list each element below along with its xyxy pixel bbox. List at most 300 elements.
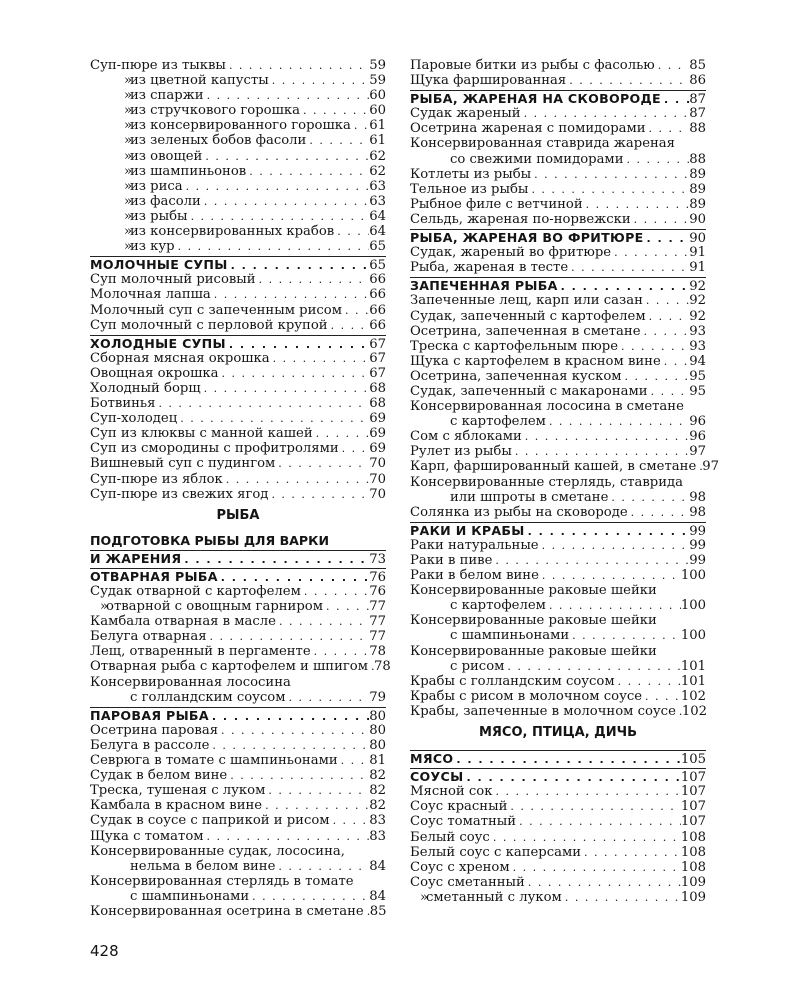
toc-entry[interactable] [410, 704, 706, 719]
dot-leader [204, 88, 370, 103]
toc-section-heading[interactable] [410, 769, 706, 784]
toc-entry-title: Треска с картофельным пюре [410, 338, 619, 354]
toc-entry[interactable] [90, 629, 386, 644]
toc-entry[interactable] [410, 106, 706, 121]
dot-leader [510, 860, 681, 875]
toc-entry[interactable] [410, 875, 706, 890]
toc-entry[interactable] [410, 568, 706, 583]
toc-entry[interactable] [90, 738, 386, 753]
toc-entry-title: Рыбное филе с ветчиной [410, 196, 583, 212]
toc-entry-text: Консервированная ставрида жареная [410, 136, 675, 152]
toc-entry[interactable] [410, 414, 706, 429]
dot-leader [562, 890, 681, 905]
toc-entry[interactable] [90, 287, 386, 302]
dot-leader [351, 118, 369, 133]
ditto-mark: » [124, 88, 133, 104]
toc-page-number: 62 [369, 163, 386, 179]
toc-entry-title: Соус красный [410, 799, 508, 815]
toc-section-heading[interactable] [410, 278, 706, 293]
ditto-mark: » [124, 133, 133, 149]
dot-leader [226, 337, 369, 352]
toc-section-heading[interactable] [410, 523, 706, 538]
dot-leader [256, 272, 370, 287]
dot-leader [521, 106, 690, 121]
toc-page-number: 64 [369, 224, 386, 240]
dot-leader [531, 167, 689, 182]
toc-entry[interactable] [410, 830, 706, 845]
toc-entry[interactable] [90, 487, 386, 502]
toc-page-number: 99 [689, 523, 706, 539]
toc-entry-title: из овощей [130, 148, 203, 164]
toc-entry[interactable] [410, 324, 706, 339]
toc-page-number: 101 [680, 658, 706, 674]
toc-entry[interactable] [90, 58, 386, 73]
toc-entry-title: Сом с яблоками [410, 429, 522, 445]
dot-leader [306, 133, 369, 148]
toc-page-number: 87 [689, 92, 706, 108]
toc-entry[interactable] [410, 814, 706, 829]
toc-entry[interactable] [410, 538, 706, 553]
toc-entry-title: из кур [130, 239, 175, 255]
dot-leader [569, 628, 681, 643]
dot-leader [268, 487, 369, 502]
toc-entry[interactable] [90, 381, 386, 396]
toc-page-number: 69 [369, 441, 386, 457]
toc-entry[interactable] [410, 167, 706, 182]
toc-section-heading[interactable] [90, 708, 386, 723]
toc-page-number: 92 [689, 279, 706, 295]
toc-entry-title: Судак, запеченный с макаронами [410, 383, 648, 399]
toc-entry[interactable] [410, 197, 706, 212]
toc-page-number: 97 [702, 459, 720, 475]
toc-entry[interactable] [410, 384, 706, 399]
toc-entry[interactable] [410, 260, 706, 275]
toc-page-number: 64 [369, 208, 386, 224]
toc-entry-text: ПОДГОТОВКА РЫБЫ ДЛЯ ВАРКИ [90, 532, 329, 548]
toc-entry-title: нельма в белом вине [130, 858, 276, 874]
toc-entry-title: ЗАПЕЧЕННАЯ РЫБА [410, 278, 558, 294]
toc-page-number: 66 [369, 317, 386, 333]
toc-entry[interactable] [90, 723, 386, 738]
toc-page-number: 67 [369, 365, 386, 381]
ditto-mark: » [100, 599, 109, 615]
section-title: РЫБА [216, 507, 260, 523]
toc-entry-title: Суп-пюре из свежих ягод [90, 486, 269, 502]
toc-entry[interactable] [90, 426, 386, 441]
toc-page-number: 82 [369, 768, 386, 784]
dot-leader [546, 598, 681, 613]
toc-entry[interactable] [410, 553, 706, 568]
toc-page-number: 66 [369, 287, 386, 303]
toc-page-number: 61 [369, 118, 386, 134]
toc-entry-title: Белуга в рассоле [90, 737, 210, 753]
toc-entry-title: Осетрина жареная с помидорами [410, 121, 646, 137]
toc-page-number: 90 [689, 211, 706, 227]
toc-page-number: 109 [680, 874, 706, 890]
toc-entry[interactable] [410, 598, 706, 613]
toc-page-number: 89 [689, 181, 706, 197]
dot-leader [286, 690, 370, 705]
toc-entry[interactable] [410, 490, 706, 505]
toc-entry[interactable] [90, 103, 386, 118]
toc-entry[interactable] [90, 303, 386, 318]
toc-page-number: 93 [689, 323, 706, 339]
dot-leader [566, 73, 689, 88]
toc-page-number: 78 [373, 659, 391, 675]
toc-page-number: 89 [689, 166, 706, 182]
toc-page-number: 92 [689, 293, 706, 309]
dot-leader [276, 614, 369, 629]
toc-entry-title: МОЛОЧНЫЕ СУПЫ [90, 257, 228, 273]
toc-page-number: 93 [689, 338, 706, 354]
dot-leader [265, 783, 369, 798]
toc-page-number: 88 [689, 151, 706, 167]
toc-entry-title: Раки в белом вине [410, 568, 539, 584]
toc-entry-title: Белуга отварная [90, 629, 207, 645]
toc-entry[interactable] [90, 798, 386, 813]
dot-leader [631, 212, 690, 227]
toc-page-number: 98 [689, 489, 706, 505]
toc-entry[interactable] [90, 753, 386, 768]
dot-leader [608, 490, 689, 505]
toc-entry[interactable] [90, 396, 386, 411]
dot-leader [275, 859, 369, 874]
toc-entry-title: Белый соус с каперсами [410, 844, 582, 860]
toc-entry-title: из стручкового горошка [130, 103, 300, 119]
toc-page-number: 68 [369, 380, 386, 396]
toc-page-number: 69 [369, 411, 386, 427]
toc-entry-title: Крабы с голландским соусом [410, 673, 615, 689]
toc-entry[interactable] [90, 659, 391, 675]
toc-section-heading[interactable] [410, 751, 706, 766]
toc-entry-title: Солянка из рыбы на сковороде [410, 504, 628, 520]
toc-entry-title: Крабы, запеченные в молочном соусе [410, 703, 676, 719]
toc-page-number: 61 [369, 133, 386, 149]
toc-entry[interactable] [90, 584, 386, 599]
toc-entry[interactable] [90, 441, 386, 456]
toc-page-number: 66 [369, 302, 386, 318]
toc-entry-title: Карп, фаршированный кашей, в сметане [410, 459, 697, 475]
dot-leader [583, 197, 690, 212]
toc-entry-title: из шампиньонов [130, 163, 247, 179]
toc-entry-title: Сельдь, жареная по-норвежски [410, 211, 631, 227]
toc-entry[interactable] [90, 889, 386, 904]
dot-leader [646, 121, 690, 136]
toc-entry[interactable] [90, 224, 386, 239]
toc-entry-title: ОТВАРНАЯ РЫБА [90, 568, 218, 584]
toc-page-number: 84 [369, 858, 386, 874]
toc-entry[interactable] [90, 209, 386, 224]
toc-entry[interactable] [410, 293, 706, 308]
toc-entry-title: из зеленых бобов фасоли [130, 133, 307, 149]
dot-leader [646, 309, 690, 324]
toc-page-number: 107 [680, 784, 706, 800]
toc-page-number: 107 [680, 814, 706, 830]
toc-entry[interactable] [90, 164, 386, 179]
toc-entry[interactable] [90, 644, 386, 659]
toc-entry[interactable] [90, 73, 386, 88]
dot-leader [330, 813, 370, 828]
dot-leader [249, 889, 369, 904]
toc-entry[interactable] [410, 459, 720, 475]
toc-entry[interactable] [410, 369, 706, 384]
toc-page-number: 70 [369, 486, 386, 502]
toc-page-number: 83 [369, 828, 386, 844]
ditto-mark: » [124, 103, 133, 119]
dot-leader [507, 799, 680, 814]
toc-entry[interactable] [410, 212, 706, 227]
toc-section-heading[interactable] [90, 569, 386, 584]
dot-leader [311, 644, 370, 659]
toc-entry[interactable] [410, 860, 706, 875]
dot-leader [218, 723, 369, 738]
toc-page-number: 79 [369, 689, 386, 705]
dot-leader [661, 92, 689, 107]
ditto-mark: » [124, 208, 133, 224]
toc-entry[interactable] [90, 783, 386, 798]
toc-page-number: 105 [680, 752, 706, 768]
toc-page-number: 96 [689, 414, 706, 430]
toc-entry[interactable] [410, 152, 706, 167]
dot-leader [643, 293, 689, 308]
toc-page-number: 81 [369, 753, 386, 769]
dot-leader [522, 429, 689, 444]
toc-entry[interactable] [90, 118, 386, 133]
toc-entry[interactable] [410, 784, 706, 799]
toc-entry-title: Отварная рыба с картофелем и шпигом [90, 659, 368, 675]
dot-leader [339, 441, 370, 456]
dot-leader [218, 570, 369, 585]
dot-leader [490, 830, 681, 845]
toc-entry[interactable] [90, 318, 386, 333]
toc-entry[interactable] [90, 472, 386, 487]
toc-entry[interactable] [90, 179, 386, 194]
dot-leader [342, 303, 369, 318]
ditto-mark: » [124, 73, 133, 89]
toc-entry-title: Камбала в красном вине [90, 798, 263, 814]
toc-entry-title: Паровые битки из рыбы с фасолью [410, 58, 655, 73]
toc-page-number: 84 [369, 888, 386, 904]
toc-entry-title: ПАРОВАЯ РЫБА [90, 707, 209, 723]
toc-entry[interactable] [90, 411, 386, 426]
ditto-mark: » [420, 889, 429, 905]
dot-leader [648, 384, 690, 399]
toc-entry[interactable] [90, 599, 386, 614]
toc-entry-title: Осетрина, запеченная куском [410, 368, 622, 384]
toc-entry[interactable] [90, 133, 386, 148]
dot-leader [275, 456, 369, 471]
toc-section-heading[interactable] [410, 91, 706, 106]
toc-page-number: 96 [689, 429, 706, 445]
dot-leader [226, 58, 369, 73]
dot-leader [546, 414, 689, 429]
dot-leader [525, 875, 681, 890]
toc-entry[interactable] [410, 505, 706, 520]
toc-page-number: 107 [680, 799, 706, 815]
toc-entry[interactable] [410, 309, 706, 324]
toc-entry-title: с голландским соусом [130, 689, 286, 705]
toc-right-column [410, 58, 720, 905]
toc-entry-title: Молочный суп с запеченным рисом [90, 302, 342, 318]
toc-page-number: 100 [680, 568, 706, 584]
toc-entry-text: Консервированные раковые шейки [410, 613, 657, 629]
dot-leader [528, 182, 689, 197]
dot-leader [463, 770, 680, 785]
toc-page-number: 76 [369, 584, 386, 599]
dot-leader [207, 629, 370, 644]
toc-page-number: 92 [689, 308, 706, 324]
toc-page-number: 60 [369, 88, 386, 104]
toc-entry[interactable] [90, 813, 386, 828]
toc-entry[interactable] [90, 859, 386, 874]
toc-page-number: 68 [369, 396, 386, 412]
toc-entry-title: из цветной капусты [130, 73, 269, 89]
toc-entry-title: Ботвинья [90, 396, 156, 412]
toc-entry-title: Щука с томатом [90, 828, 204, 844]
toc-entry-text: Консервированные раковые шейки [410, 583, 657, 599]
toc-entry-title: Раки натуральные [410, 537, 539, 553]
toc-entry[interactable] [410, 121, 706, 136]
toc-section-heading[interactable] [410, 230, 706, 245]
toc-entry-title: Рулет из рыбы [410, 444, 512, 460]
toc-entry-text: Консервированная стерлядь в томате [90, 873, 354, 889]
toc-entry[interactable] [90, 351, 386, 366]
dot-leader [228, 258, 370, 273]
toc-page-number: 85 [369, 903, 387, 919]
toc-entry[interactable] [90, 239, 386, 254]
toc-page-number: 77 [369, 629, 386, 645]
toc-page-number: 67 [369, 350, 386, 366]
toc-page-number: 89 [689, 196, 706, 212]
toc-entry-title: из риса [130, 178, 183, 194]
dot-leader [188, 209, 370, 224]
toc-section-heading[interactable] [90, 551, 386, 566]
toc-entry-title: из спаржи [130, 88, 204, 104]
toc-page-number: 107 [680, 770, 706, 786]
dot-leader [493, 784, 681, 799]
dot-leader [183, 179, 370, 194]
toc-entry[interactable] [410, 674, 706, 689]
dot-leader [328, 318, 370, 333]
toc-entry-title: из рыбы [130, 208, 188, 224]
toc-entry[interactable] [90, 904, 386, 919]
dot-leader [641, 324, 690, 339]
toc-entry-title: Судак отварной с картофелем [90, 584, 301, 599]
toc-page-number: 91 [689, 260, 706, 276]
toc-entry[interactable] [410, 58, 706, 73]
dot-leader [558, 279, 690, 294]
dot-leader [661, 354, 689, 369]
toc-entry-title: Белый соус [410, 829, 490, 845]
toc-entry[interactable] [410, 339, 706, 354]
dot-leader [504, 659, 680, 674]
toc-page-number: 91 [689, 245, 706, 261]
toc-page-number: 73 [369, 551, 386, 567]
toc-entry[interactable] [410, 890, 706, 905]
toc-page-number: 95 [689, 383, 706, 399]
dot-leader [201, 194, 369, 209]
dot-leader [539, 568, 681, 583]
dot-leader [581, 845, 681, 860]
dot-leader [270, 351, 370, 366]
dot-leader [622, 369, 690, 384]
toc-entry-text: Консервированная лососина [90, 674, 291, 690]
toc-page-number: 88 [689, 121, 706, 137]
dot-leader [177, 411, 369, 426]
toc-entry[interactable] [410, 689, 706, 704]
toc-entry-title: Соус с хреном [410, 859, 510, 875]
toc-entry-title: Суп из клюквы с манной кашей [90, 426, 313, 442]
toc-page-number: 108 [680, 844, 706, 860]
toc-section-heading[interactable] [90, 257, 386, 272]
dot-leader [453, 752, 680, 767]
toc-entry[interactable] [410, 73, 706, 88]
toc-entry[interactable] [90, 272, 386, 287]
toc-entry[interactable] [410, 444, 706, 459]
dot-leader [512, 444, 689, 459]
toc-entry[interactable] [410, 182, 706, 197]
toc-page-number: 77 [369, 614, 386, 630]
toc-entry[interactable] [410, 799, 706, 814]
toc-entry-title: Осетрина, запеченная в сметане [410, 323, 641, 339]
toc-entry-title: Суп-холодец [90, 411, 178, 427]
toc-page-number: 63 [369, 193, 386, 209]
toc-entry[interactable] [90, 690, 386, 705]
toc-entry-title: Мясной сок [410, 784, 493, 800]
dot-leader [323, 599, 369, 614]
toc-entry[interactable] [410, 429, 706, 444]
toc-section-heading[interactable] [90, 336, 386, 351]
dot-leader [223, 472, 369, 487]
toc-entry[interactable] [410, 628, 706, 643]
toc-entry[interactable] [90, 88, 386, 103]
dot-leader [516, 814, 681, 829]
toc-page-number: 109 [680, 889, 706, 905]
toc-entry[interactable] [90, 768, 386, 783]
toc-entry[interactable] [90, 829, 386, 844]
toc-entry-title: Тельное из рыбы [410, 181, 529, 197]
toc-entry[interactable] [410, 354, 706, 369]
toc-entry-title: Суп молочный рисовый [90, 272, 256, 288]
toc-entry-title: Запеченные лещ, карп или сазан [410, 293, 643, 309]
toc-page-number: 80 [369, 737, 386, 753]
dot-leader [338, 753, 370, 768]
ditto-mark: » [124, 178, 133, 194]
toc-entry-title: Суп-пюре из яблок [90, 471, 223, 487]
toc-entry-title: Соус сметанный [410, 874, 525, 890]
dot-leader [568, 260, 689, 275]
toc-entry[interactable] [410, 845, 706, 860]
dot-leader [539, 538, 690, 553]
dot-leader [181, 552, 369, 567]
toc-entry[interactable] [90, 194, 386, 209]
toc-entry[interactable] [90, 366, 386, 381]
toc-entry-title: Судак, запеченный с картофелем [410, 308, 646, 324]
toc-page-number: 102 [680, 688, 706, 704]
toc-page-number: 83 [369, 813, 386, 829]
toc-entry-title: РАКИ И КРАБЫ [410, 522, 525, 538]
toc-entry[interactable] [410, 245, 706, 260]
dot-leader [301, 584, 369, 599]
toc-entry[interactable] [90, 149, 386, 164]
toc-entry-title: сметанный с луком [426, 889, 562, 905]
toc-entry[interactable] [90, 456, 386, 471]
toc-entry[interactable] [410, 659, 706, 674]
toc-entry[interactable] [90, 614, 386, 629]
toc-entry-title: Консервированная осетрина в сметане [90, 903, 364, 919]
dot-leader [227, 768, 369, 783]
dot-leader [175, 239, 370, 254]
